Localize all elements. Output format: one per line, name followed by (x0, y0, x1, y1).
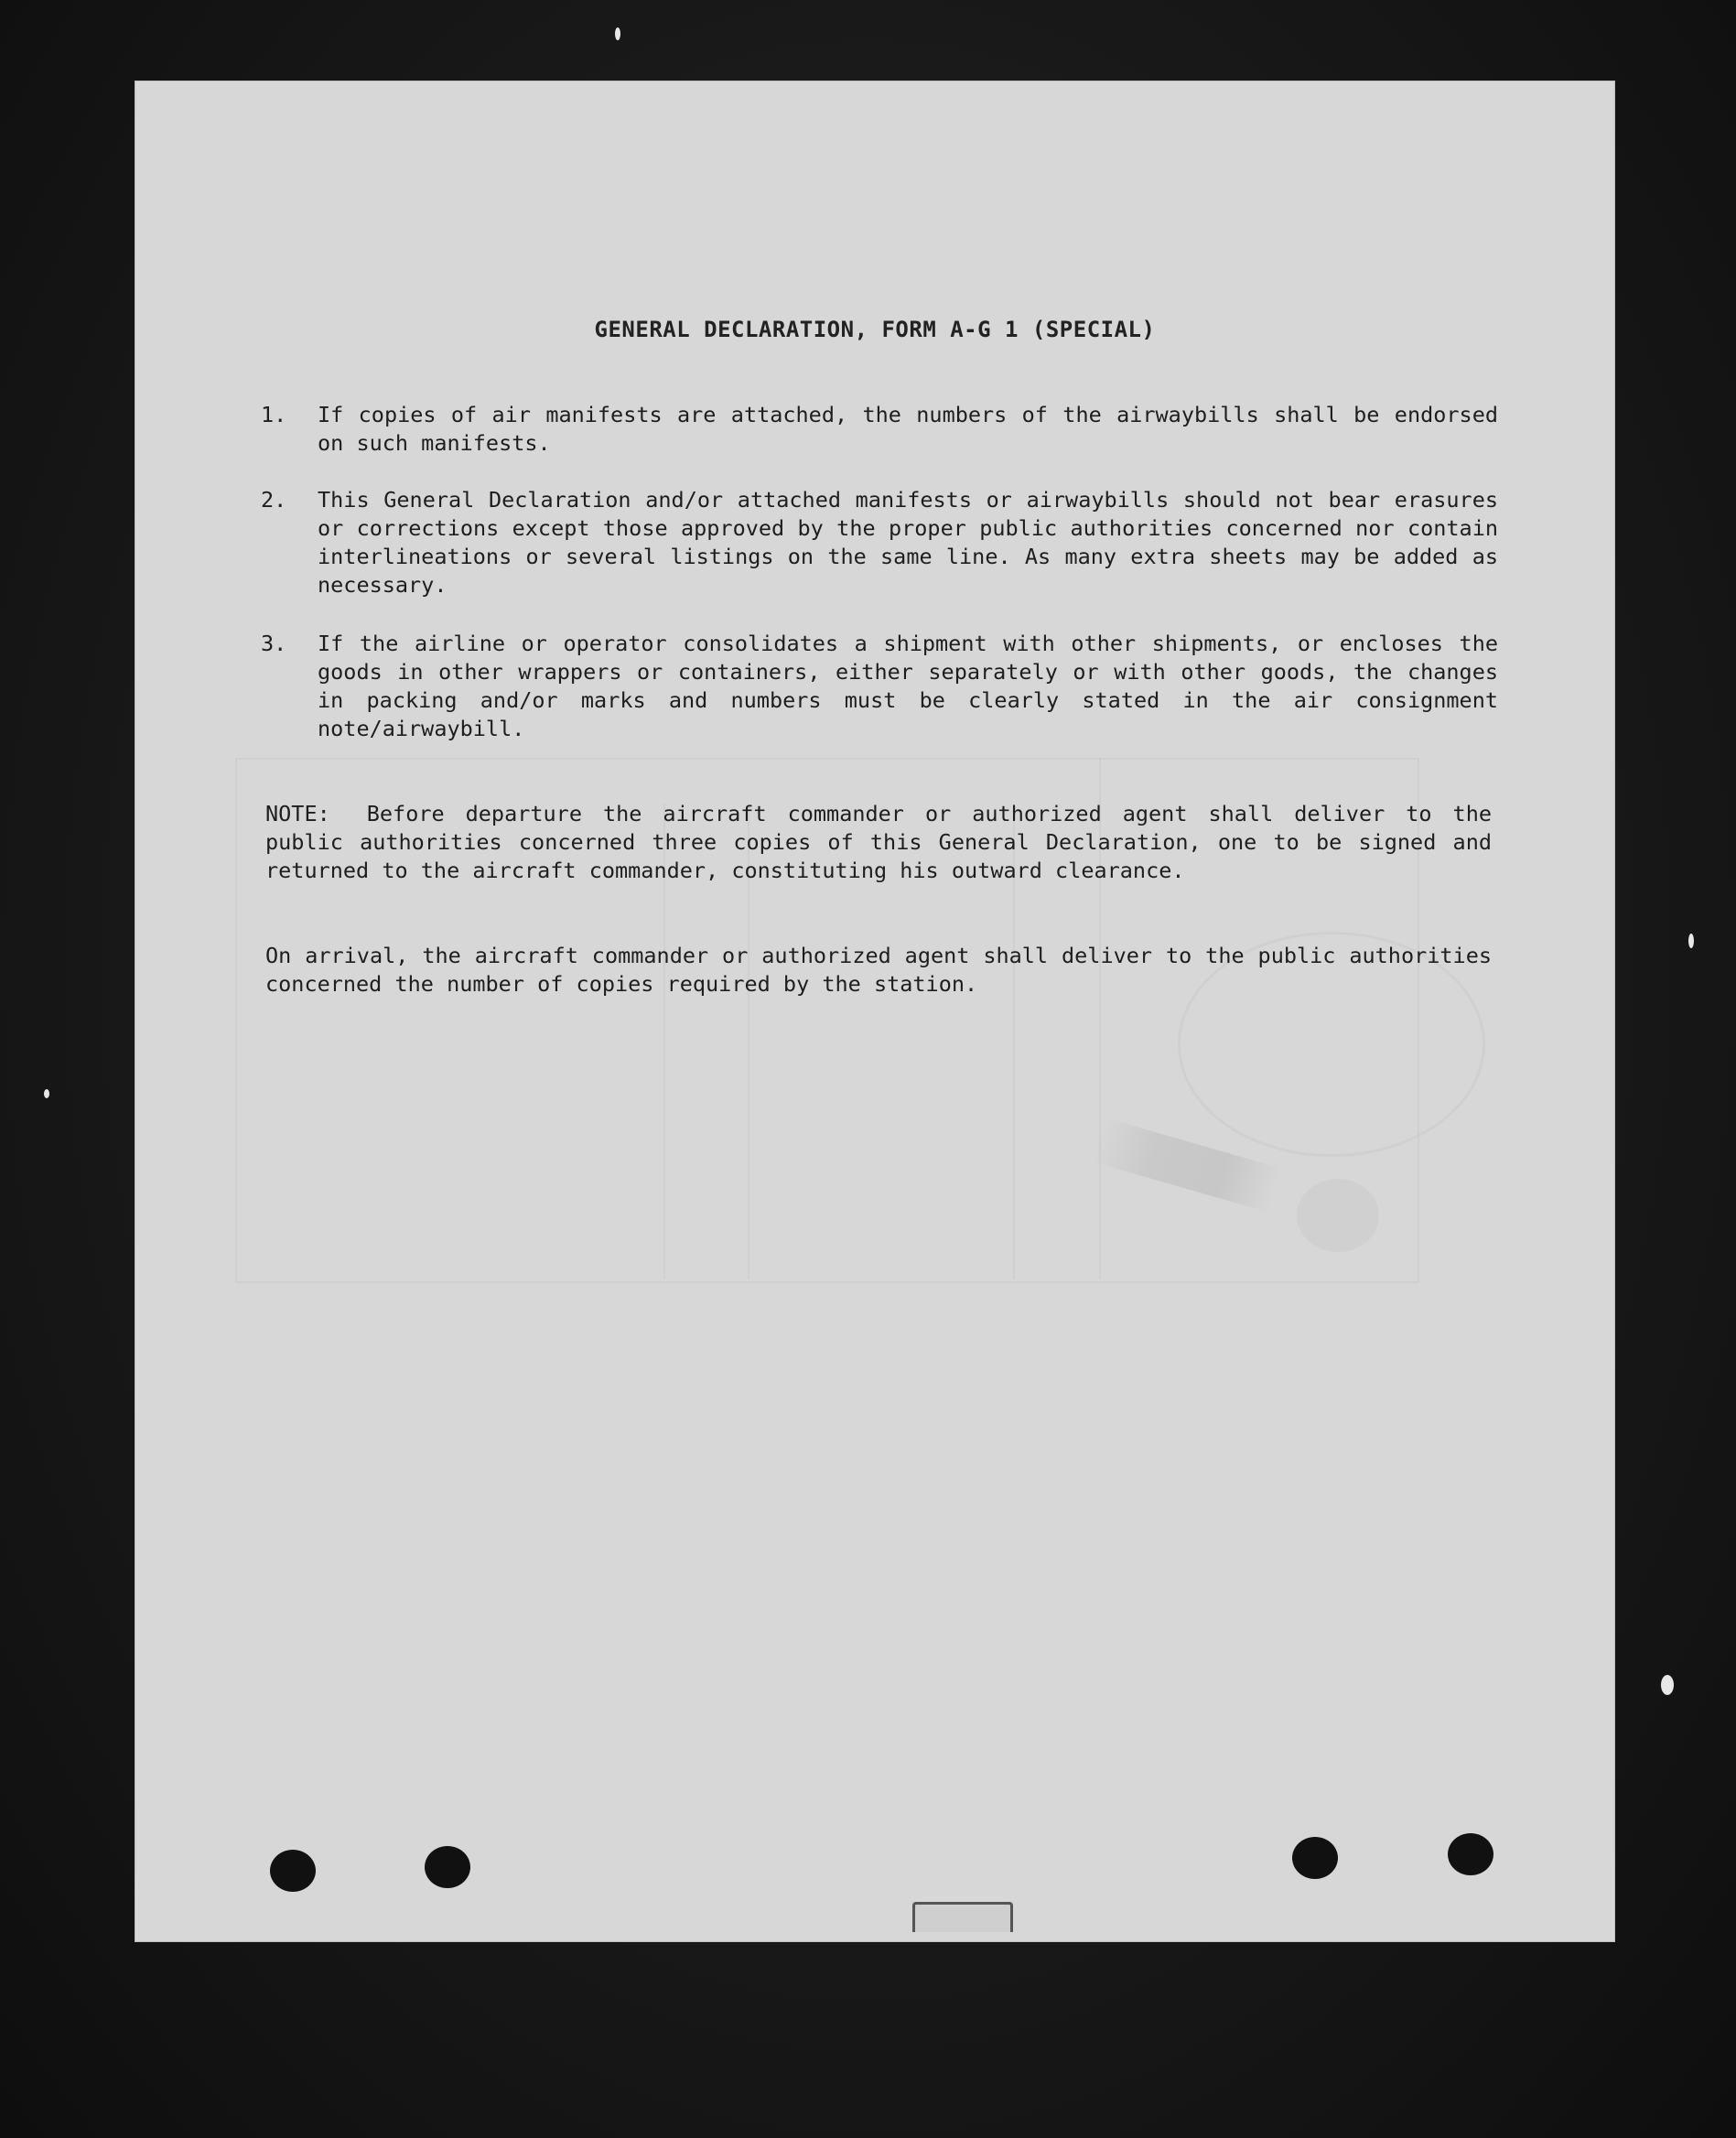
punch-hole (425, 1846, 470, 1888)
punch-hole (1448, 1833, 1493, 1875)
scan-speck (615, 27, 620, 40)
item-text: This General Declaration and/or attached manifests or airwaybills should not bear erasures or corrections except those approved by the proper public authorities concerned nor contain interlineations or several listings on the same line. As many extra sheets may be added as necessary. (318, 487, 1498, 598)
bleed-through-smudge (1297, 1179, 1379, 1252)
binder-clip (912, 1902, 1013, 1932)
document-page (135, 81, 1615, 1942)
document-title: GENERAL DECLARATION, FORM A-G 1 (SPECIAL) (594, 317, 1156, 342)
item-text: If the airline or operator consolidates a shipment with other shipments, or encloses the goods in other wrappers or containers, either separately or with other goods, the changes in packing and/or marks and numbers must be clearly stated in the air consignment note/airwaybill. (318, 631, 1498, 741)
punch-hole (270, 1850, 316, 1892)
scan-speck (1688, 934, 1694, 948)
departure-note (265, 800, 1492, 885)
arrival-note: On arrival, the aircraft commander or authorized agent shall deliver to the public authorities concerned the number of copies required by the station. (265, 943, 1492, 997)
item-text: If copies of air manifests are attached, the numbers of the airwaybills shall be endorsed on such manifests. (318, 402, 1498, 456)
note-text: Before departure the aircraft commander or authorized agent shall deliver to the public authorities concerned three copies of this General Declaration, one to be signed and returned to the aircraft commander, constituting his outward clearance. (265, 801, 1492, 883)
punch-hole (1292, 1837, 1338, 1879)
scan-speck (44, 1089, 49, 1098)
item-number: 3. (261, 631, 287, 656)
item-number: 2. (261, 487, 287, 513)
scan-speck (1661, 1675, 1674, 1695)
item-number: 1. (261, 402, 287, 427)
note-label: NOTE: (265, 801, 330, 826)
